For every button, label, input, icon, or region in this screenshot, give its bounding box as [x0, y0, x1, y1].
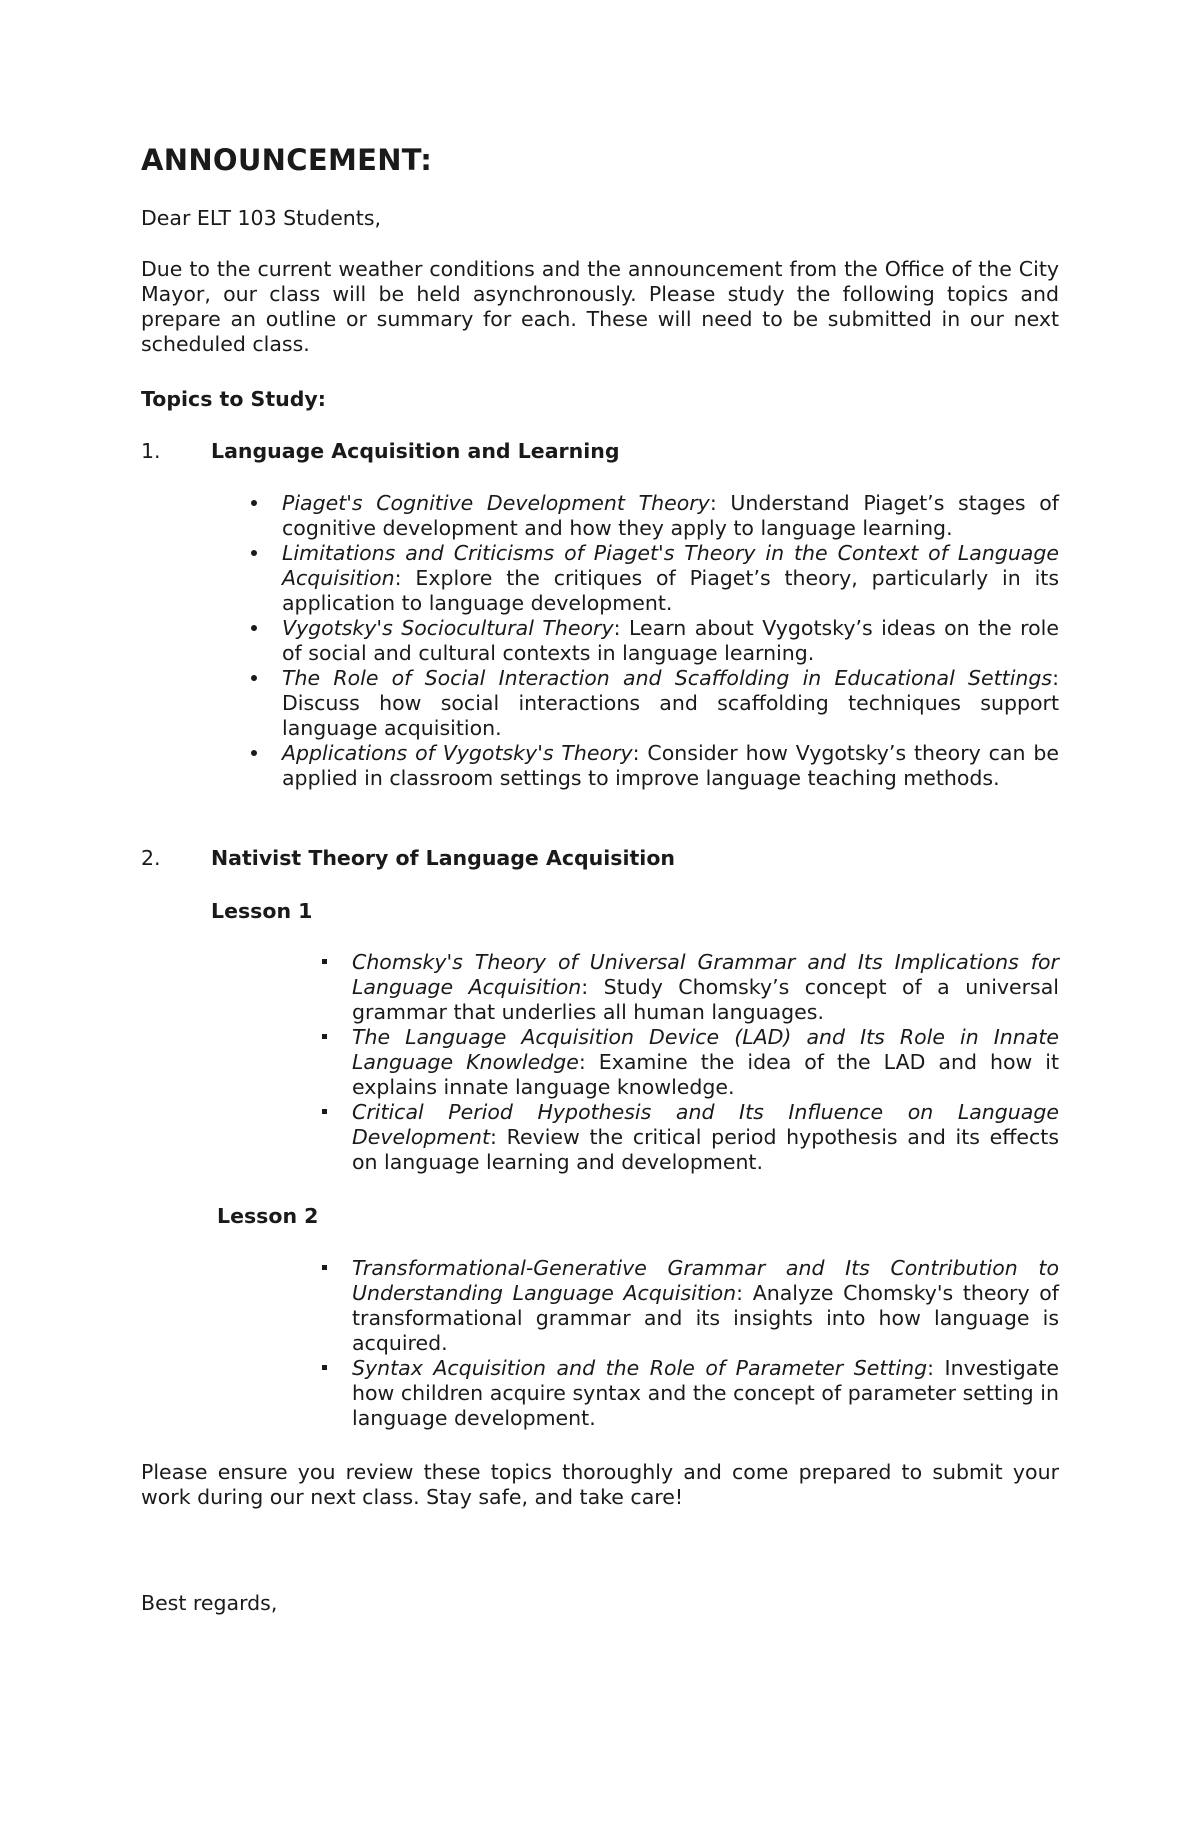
- bullet-icon: [317, 950, 331, 975]
- topic-title: Chomsky's Theory of Universal Grammar and Its Implications for Language Acquisition: [352, 950, 1059, 999]
- topic-description: : Analyze Chomsky's theory of transformational grammar and its insights into how language is acquired.: [352, 1281, 1059, 1355]
- lesson-1-topic-list: [352, 950, 1059, 1175]
- topic-description: : Investigate how children acquire syntax and the concept of parameter setting in language development.: [352, 1356, 1059, 1430]
- list-item: [282, 666, 1059, 741]
- topic-title: Limitations and Criticisms of Piaget's Theory in the Context of Language Acquisition: [282, 541, 1059, 590]
- topic-description: : Examine the idea of the LAD and how it explains innate language knowledge.: [352, 1050, 1060, 1099]
- bullet-icon: [317, 1100, 331, 1125]
- list-item: [352, 950, 1059, 1025]
- topic-title: The Role of Social Interaction and Scaffolding in Educational Settings: [282, 666, 1053, 690]
- topic-description: : Study Chomsky’s concept of a universal grammar that underlies all human languages.: [352, 975, 1060, 1024]
- bullet-icon: [247, 741, 261, 766]
- section-1-title: Language Acquisition and Learning: [211, 439, 620, 463]
- closing-paragraph: Please ensure you review these topics thoroughly and come prepared to submit your work during our next class. Stay safe, and take care!: [141, 1460, 1059, 1509]
- list-item: [352, 1356, 1059, 1431]
- lesson-1-heading: Lesson 1: [211, 899, 313, 923]
- topic-description: : Consider how Vygotsky’s theory can be applied in classroom settings to improve language teaching methods.: [282, 741, 1059, 790]
- topic-title: Piaget's Cognitive Development Theory: [282, 491, 710, 515]
- topic-title: Critical Period Hypothesis and Its Influence on Language Development: [352, 1100, 1059, 1149]
- topics-heading: Topics to Study:: [141, 387, 326, 411]
- list-item: [282, 616, 1059, 666]
- list-item: [352, 1025, 1059, 1100]
- list-item: [352, 1100, 1059, 1175]
- bullet-icon: [317, 1356, 331, 1381]
- topic-title: The Language Acquisition Device (LAD) and Its Role in Innate Language Knowledge: [352, 1025, 1059, 1074]
- bullet-icon: [247, 541, 261, 566]
- page-title: ANNOUNCEMENT:: [141, 143, 433, 177]
- topic-title: Applications of Vygotsky's Theory: [282, 741, 633, 765]
- section-1-topic-list: [282, 491, 1059, 791]
- signoff: Best regards,: [141, 1591, 278, 1615]
- lesson-2-topic-list: [352, 1256, 1059, 1431]
- bullet-icon: [317, 1256, 331, 1281]
- section-2-title: Nativist Theory of Language Acquisition: [211, 846, 676, 870]
- lesson-2-heading: Lesson 2: [217, 1204, 319, 1228]
- list-item: [352, 1256, 1059, 1356]
- topic-description: : Discuss how social interactions and scaffolding techniques support language acquisition.: [282, 666, 1059, 740]
- topic-description: : Explore the critiques of Piaget’s theory, particularly in its application to language development.: [282, 566, 1059, 615]
- list-item: [282, 541, 1059, 616]
- bullet-icon: [247, 491, 261, 516]
- intro-paragraph: Due to the current weather conditions and the announcement from the Office of the City Mayor, our class will be held asynchronously. Please study the following topics and prepare an outline or summary for each. These will need to be submitted in our next scheduled class.: [141, 257, 1059, 356]
- topic-title: Vygotsky's Sociocultural Theory: [282, 616, 614, 640]
- bullet-icon: [247, 616, 261, 641]
- topic-title: Syntax Acquisition and the Role of Parameter Setting: [352, 1356, 928, 1380]
- document-page: ANNOUNCEMENT: Dear ELT 103 Students, Due to the current weather conditions and the announcement from the Office of the City Mayor, our class will be held asynchronously. Please study the following topics and prepare an outline or summary for each. These will need to be submitted in our next scheduled class. Topics to Study: 1. Language Acquisition and Learning Piaget's Cognitive Development Theory: Understand Piaget’s stages of cognitive development and how they apply to language learning. Limitations and Criticisms of Piaget's Theory in the Context of Language Acquisition: Explore the critiques of Piaget’s theory, particularly in its application to language development. Vygotsky's Sociocultural Theory: Learn about Vygotsky’s ideas on the role of social and cultural contexts in language learning. The Role of Social Interaction and Scaffolding in Educational Settings: Discuss how social interactions and scaffolding techniques support language acquisition. Applications of Vygotsky's Theory: Consider how Vygotsky’s theory can be applied in classroom settings to improve language teaching methods. 2. Nativist Theory of Language Acquisition Lesson 1 Chomsky's Theory of Universal Grammar and Its Implications for Language Acquisition: Study Chomsky’s concept of a universal grammar that underlies all human languages. The Language Acquisition Device (LAD) and Its Role in Innate Language Knowledge: Examine the idea of the LAD and how it explains innate language knowledge. Critical Period Hypothesis and Its Influence on Language Development: Review the critical period hypothesis and its effects on language learning and development. Lesson 2 Transformational-Generative Grammar and Its Contribution to Understanding Language Acquisition: Analyze Chomsky's theory of transformational grammar and its insights into how language is acquired. Syntax Acquisition and the Role of Parameter Setting: Investigate how children acquire syntax and the concept of parameter setting in language development. Please ensure you review these topics thoroughly and come prepared to submit your work during our next class. Stay safe, and take care! Best regards,: [141, 143, 1060, 1615]
- list-item: [282, 491, 1059, 541]
- bullet-icon: [247, 666, 261, 691]
- topic-title: Transformational-Generative Grammar and Its Contribution to Understanding Language Acquisition: [352, 1256, 1059, 1305]
- greeting: Dear ELT 103 Students,: [141, 206, 382, 230]
- list-item: [282, 741, 1059, 791]
- topic-description: : Understand Piaget’s stages of cognitive development and how they apply to language learning.: [282, 491, 1060, 540]
- topic-description: : Review the critical period hypothesis and its effects on language learning and development.: [352, 1125, 1059, 1174]
- topic-description: : Learn about Vygotsky’s ideas on the role of social and cultural contexts in language learning.: [282, 616, 1059, 665]
- bullet-icon: [317, 1025, 331, 1050]
